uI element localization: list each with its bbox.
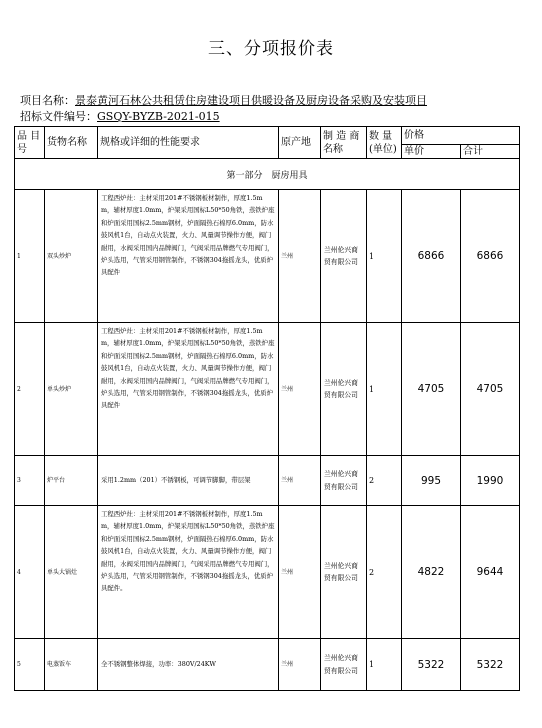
- item-no: 3: [15, 456, 45, 506]
- header-total: 合计: [461, 145, 520, 159]
- goods-name: 炉平台: [45, 456, 98, 506]
- table-row: [15, 190, 520, 323]
- spec-text: 采用1.2mm（201）不锈钢板，可调节脚脚，带层架: [98, 456, 279, 506]
- spec-text: 工程西炉灶：主材采用201#不锈钢板材制作，厚度1.5mm，辅材厚度1.0mm，炉架采用国标L50*50角铁，蒸铁炉座和炉面采用国标2.5mm钢材，炉面隔热石棉厚6.0mm，防水鼓风机1台，自动点火装置，火力、风量调节操作方便，阀门耐用，水阀采用国内品牌阀门，气阀采用品牌燃气专用阀门，炉头选用，气管采用钢管制作，不锈钢304拖摇龙头，优质炉具配件。: [98, 506, 279, 639]
- manufacturer: 兰州伦兴商贸有限公司: [321, 456, 367, 506]
- line-total: 4705: [461, 323, 520, 456]
- project-name-line: [20, 92, 427, 108]
- page-title: 三、分项报价表: [208, 39, 334, 59]
- origin: 兰州: [279, 506, 321, 639]
- unit-price: 5322: [402, 639, 461, 691]
- origin: 兰州: [279, 323, 321, 456]
- header-quantity: 数 量 (单位): [367, 127, 402, 159]
- origin: 兰州: [279, 190, 321, 323]
- unit-price: 995: [402, 456, 461, 506]
- quantity: 2: [367, 506, 402, 639]
- tender-doc-value: GSQY-BYZB-2021-015: [97, 110, 220, 123]
- unit-price: 4822: [402, 506, 461, 639]
- origin: 兰州: [279, 639, 321, 691]
- line-total: 5322: [461, 639, 520, 691]
- project-name-label: 项目名称：: [20, 94, 75, 107]
- goods-name: 单头大锅灶: [45, 506, 98, 639]
- origin: 兰州: [279, 456, 321, 506]
- tender-doc-label: 招标文件编号：: [20, 110, 97, 123]
- quantity: 1: [367, 639, 402, 691]
- line-total: 1990: [461, 456, 520, 506]
- spec-text: 全不锈钢整体焊接，功率：380V/24KW: [98, 639, 279, 691]
- manufacturer: 兰州伦兴商贸有限公司: [321, 323, 367, 456]
- line-total: 6866: [461, 190, 520, 323]
- header-origin: 原产地: [279, 127, 321, 159]
- manufacturer: 兰州伦兴商贸有限公司: [321, 639, 367, 691]
- spec-text: 工程西炉灶：主材采用201#不锈钢板材制作，厚度1.5mm，辅材厚度1.0mm，炉架采用国标L50*50角铁，蒸铁炉座和炉面采用国标2.5mm钢材，炉面隔热石棉厚6.0mm，防水鼓风机1台，自动点火装置，火力、风量调节操作方便，阀门耐用，水阀采用国内品牌阀门，气阀采用品牌燃气专用阀门，炉头选用，气管采用钢管制作，不锈钢304拖摇龙头，优质炉具配件: [98, 190, 279, 323]
- goods-name: 单头炒炉: [45, 323, 98, 456]
- table-row: [15, 456, 520, 506]
- quantity: 2: [367, 456, 402, 506]
- tender-doc-line: [20, 108, 220, 124]
- line-total: 9644: [461, 506, 520, 639]
- manufacturer: 兰州伦兴商贸有限公司: [321, 506, 367, 639]
- header-item-no: 品 目 号: [15, 127, 45, 159]
- header-manufacturer: 制 造 商 名称: [321, 127, 367, 159]
- goods-name: 电蒸饭车: [45, 639, 98, 691]
- header-spec: 规格或详细的性能要求: [98, 127, 279, 159]
- item-no: 4: [15, 506, 45, 639]
- manufacturer: 兰州伦兴商贸有限公司: [321, 190, 367, 323]
- quantity: 1: [367, 190, 402, 323]
- quantity: 1: [367, 323, 402, 456]
- goods-name: 双头炒炉: [45, 190, 98, 323]
- table-row: [15, 639, 520, 691]
- item-no: 1: [15, 190, 45, 323]
- quote-table: [14, 126, 520, 691]
- project-name-value: 景泰黄河石林公共租赁住房建设项目供暖设备及厨房设备采购及安装项目: [75, 94, 427, 107]
- unit-price: 6866: [402, 190, 461, 323]
- table-row: [15, 323, 520, 456]
- section-title: 第一部分 厨房用具: [15, 159, 520, 190]
- unit-price: 4705: [402, 323, 461, 456]
- header-goods-name: 货物名称: [45, 127, 98, 159]
- table-row: [15, 506, 520, 639]
- item-no: 5: [15, 639, 45, 691]
- header-price: 价格: [402, 127, 520, 145]
- item-no: 2: [15, 323, 45, 456]
- spec-text: 工程西炉灶：主材采用201#不锈钢板材制作，厚度1.5mm，辅材厚度1.0mm，炉架采用国标L50*50角铁，蒸铁炉座和炉面采用国标2.5mm钢材，炉面隔热石棉厚6.0mm，防水鼓风机1台，自动点火装置，火力、风量调节操作方便，阀门耐用，水阀采用国内品牌阀门，气阀采用品牌燃气专用阀门，炉头选用，气管采用钢管制作，不锈钢304拖摇龙头，优质炉具配件: [98, 323, 279, 456]
- header-unit-price: 单价: [402, 145, 461, 159]
